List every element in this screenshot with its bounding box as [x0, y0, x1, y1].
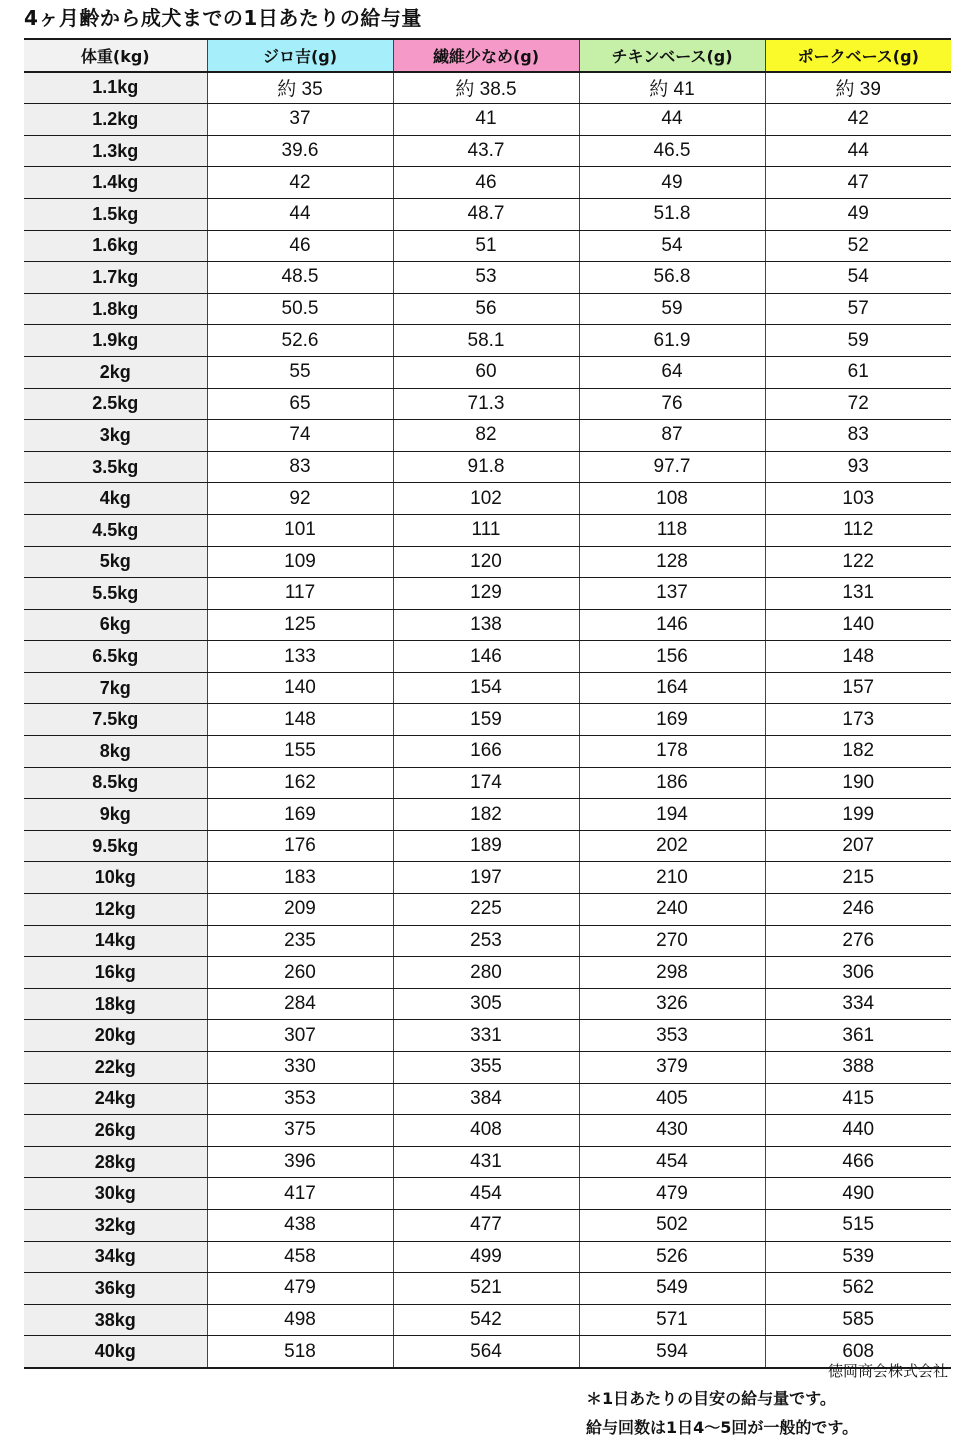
- amount-cell: 71.3: [393, 388, 579, 420]
- weight-cell: 1.3kg: [24, 135, 207, 167]
- amount-cell: 415: [765, 1083, 951, 1115]
- amount-cell: 353: [207, 1083, 393, 1115]
- weight-cell: 4kg: [24, 483, 207, 515]
- table-row: [24, 704, 951, 736]
- table-row: [24, 988, 951, 1020]
- amount-cell: 562: [765, 1273, 951, 1305]
- table-row: [24, 672, 951, 704]
- weight-cell: 1.9kg: [24, 325, 207, 357]
- amount-cell: 246: [765, 894, 951, 926]
- table-row: [24, 420, 951, 452]
- amount-cell: 120: [393, 546, 579, 578]
- amount-cell: 298: [579, 957, 765, 989]
- amount-cell: 101: [207, 514, 393, 546]
- amount-cell: 306: [765, 957, 951, 989]
- weight-cell: 6.5kg: [24, 641, 207, 673]
- amount-cell: 235: [207, 925, 393, 957]
- amount-cell: 111: [393, 514, 579, 546]
- amount-cell: 284: [207, 988, 393, 1020]
- amount-cell: 375: [207, 1115, 393, 1147]
- table-row: [24, 925, 951, 957]
- amount-cell: 539: [765, 1241, 951, 1273]
- weight-cell: 1.8kg: [24, 293, 207, 325]
- amount-cell: 207: [765, 830, 951, 862]
- amount-cell: 92: [207, 483, 393, 515]
- amount-cell: 199: [765, 799, 951, 831]
- header-chicken-base: チキンベース(g): [579, 39, 765, 72]
- amount-cell: 334: [765, 988, 951, 1020]
- amount-cell: 129: [393, 578, 579, 610]
- weight-cell: 20kg: [24, 1020, 207, 1052]
- amount-cell: 194: [579, 799, 765, 831]
- amount-cell: 53: [393, 262, 579, 294]
- amount-cell: 166: [393, 736, 579, 768]
- amount-cell: 43.7: [393, 135, 579, 167]
- amount-cell: 454: [579, 1146, 765, 1178]
- amount-cell: 154: [393, 672, 579, 704]
- footnote-line-1: ＊1日あたりの目安の給与量です。: [586, 1389, 836, 1408]
- table-row: [24, 325, 951, 357]
- weight-cell: 7.5kg: [24, 704, 207, 736]
- amount-cell: 438: [207, 1209, 393, 1241]
- table-row: [24, 1273, 951, 1305]
- amount-cell: 190: [765, 767, 951, 799]
- table-row: [24, 1209, 951, 1241]
- amount-cell: 122: [765, 546, 951, 578]
- amount-cell: 146: [393, 641, 579, 673]
- weight-cell: 36kg: [24, 1273, 207, 1305]
- table-row: [24, 1178, 951, 1210]
- amount-cell: 44: [207, 198, 393, 230]
- amount-cell: 82: [393, 420, 579, 452]
- amount-cell: 146: [579, 609, 765, 641]
- amount-cell: 46: [393, 167, 579, 199]
- amount-cell: 608: [765, 1336, 951, 1368]
- amount-cell: 37: [207, 104, 393, 136]
- amount-cell: 240: [579, 894, 765, 926]
- amount-cell: 156: [579, 641, 765, 673]
- amount-cell: 54: [765, 262, 951, 294]
- weight-cell: 2kg: [24, 356, 207, 388]
- amount-cell: 331: [393, 1020, 579, 1052]
- amount-cell: 117: [207, 578, 393, 610]
- amount-cell: 140: [207, 672, 393, 704]
- amount-cell: 215: [765, 862, 951, 894]
- amount-cell: 526: [579, 1241, 765, 1273]
- amount-cell: 76: [579, 388, 765, 420]
- weight-cell: 18kg: [24, 988, 207, 1020]
- amount-cell: 112: [765, 514, 951, 546]
- weight-cell: 26kg: [24, 1115, 207, 1147]
- table-row: [24, 830, 951, 862]
- amount-cell: 431: [393, 1146, 579, 1178]
- weight-cell: 8.5kg: [24, 767, 207, 799]
- amount-cell: 307: [207, 1020, 393, 1052]
- amount-cell: 42: [765, 104, 951, 136]
- amount-cell: 173: [765, 704, 951, 736]
- weight-cell: 7kg: [24, 672, 207, 704]
- table-row: [24, 104, 951, 136]
- amount-cell: 57: [765, 293, 951, 325]
- amount-cell: 186: [579, 767, 765, 799]
- amount-cell: 542: [393, 1304, 579, 1336]
- amount-cell: 276: [765, 925, 951, 957]
- table-row: [24, 609, 951, 641]
- amount-cell: 253: [393, 925, 579, 957]
- amount-cell: 49: [765, 198, 951, 230]
- amount-cell: 約 38.5: [393, 72, 579, 104]
- amount-cell: 93: [765, 451, 951, 483]
- table-row: [24, 72, 951, 104]
- amount-cell: 59: [765, 325, 951, 357]
- table-row: [24, 1304, 951, 1336]
- table-row: [24, 1052, 951, 1084]
- weight-cell: 14kg: [24, 925, 207, 957]
- amount-cell: 498: [207, 1304, 393, 1336]
- amount-cell: 157: [765, 672, 951, 704]
- amount-cell: 384: [393, 1083, 579, 1115]
- weight-cell: 1.2kg: [24, 104, 207, 136]
- feeding-table: [24, 38, 951, 1369]
- amount-cell: 585: [765, 1304, 951, 1336]
- amount-cell: 91.8: [393, 451, 579, 483]
- amount-cell: 162: [207, 767, 393, 799]
- amount-cell: 518: [207, 1336, 393, 1368]
- amount-cell: 458: [207, 1241, 393, 1273]
- weight-cell: 30kg: [24, 1178, 207, 1210]
- table-row: [24, 483, 951, 515]
- weight-cell: 4.5kg: [24, 514, 207, 546]
- amount-cell: 361: [765, 1020, 951, 1052]
- amount-cell: 50.5: [207, 293, 393, 325]
- amount-cell: 131: [765, 578, 951, 610]
- amount-cell: 202: [579, 830, 765, 862]
- weight-cell: 28kg: [24, 1146, 207, 1178]
- amount-cell: 571: [579, 1304, 765, 1336]
- amount-cell: 479: [207, 1273, 393, 1305]
- amount-cell: 305: [393, 988, 579, 1020]
- amount-cell: 197: [393, 862, 579, 894]
- amount-cell: 60: [393, 356, 579, 388]
- amount-cell: 55: [207, 356, 393, 388]
- amount-cell: 330: [207, 1052, 393, 1084]
- amount-cell: 159: [393, 704, 579, 736]
- weight-cell: 12kg: [24, 894, 207, 926]
- table-row: [24, 641, 951, 673]
- amount-cell: 440: [765, 1115, 951, 1147]
- table-row: [24, 894, 951, 926]
- table-row: [24, 167, 951, 199]
- amount-cell: 97.7: [579, 451, 765, 483]
- amount-cell: 209: [207, 894, 393, 926]
- table-row: [24, 546, 951, 578]
- amount-cell: 46.5: [579, 135, 765, 167]
- weight-cell: 9kg: [24, 799, 207, 831]
- amount-cell: 約 35: [207, 72, 393, 104]
- table-row: [24, 262, 951, 294]
- table-row: [24, 1336, 951, 1368]
- weight-cell: 34kg: [24, 1241, 207, 1273]
- amount-cell: 48.5: [207, 262, 393, 294]
- weight-cell: 1.6kg: [24, 230, 207, 262]
- amount-cell: 396: [207, 1146, 393, 1178]
- amount-cell: 125: [207, 609, 393, 641]
- amount-cell: 174: [393, 767, 579, 799]
- amount-cell: 52: [765, 230, 951, 262]
- amount-cell: 502: [579, 1209, 765, 1241]
- amount-cell: 210: [579, 862, 765, 894]
- page-title: 4ヶ月齢から成犬までの1日あたりの給与量: [24, 6, 422, 30]
- amount-cell: 61: [765, 356, 951, 388]
- amount-cell: 83: [765, 420, 951, 452]
- table-row: [24, 1241, 951, 1273]
- amount-cell: 52.6: [207, 325, 393, 357]
- amount-cell: 103: [765, 483, 951, 515]
- amount-cell: 108: [579, 483, 765, 515]
- weight-cell: 8kg: [24, 736, 207, 768]
- amount-cell: 138: [393, 609, 579, 641]
- amount-cell: 137: [579, 578, 765, 610]
- amount-cell: 176: [207, 830, 393, 862]
- amount-cell: 594: [579, 1336, 765, 1368]
- table-row: [24, 388, 951, 420]
- amount-cell: 515: [765, 1209, 951, 1241]
- amount-cell: 225: [393, 894, 579, 926]
- weight-cell: 6kg: [24, 609, 207, 641]
- amount-cell: 164: [579, 672, 765, 704]
- amount-cell: 405: [579, 1083, 765, 1115]
- table-row: [24, 230, 951, 262]
- amount-cell: 128: [579, 546, 765, 578]
- amount-cell: 379: [579, 1052, 765, 1084]
- amount-cell: 56.8: [579, 262, 765, 294]
- amount-cell: 355: [393, 1052, 579, 1084]
- weight-cell: 24kg: [24, 1083, 207, 1115]
- weight-cell: 38kg: [24, 1304, 207, 1336]
- table-row: [24, 1115, 951, 1147]
- amount-cell: 64: [579, 356, 765, 388]
- amount-cell: 270: [579, 925, 765, 957]
- table-row: [24, 1083, 951, 1115]
- amount-cell: 44: [579, 104, 765, 136]
- amount-cell: 169: [207, 799, 393, 831]
- amount-cell: 183: [207, 862, 393, 894]
- amount-cell: 408: [393, 1115, 579, 1147]
- weight-cell: 32kg: [24, 1209, 207, 1241]
- table-header-row: [24, 39, 951, 72]
- amount-cell: 140: [765, 609, 951, 641]
- amount-cell: 521: [393, 1273, 579, 1305]
- amount-cell: 178: [579, 736, 765, 768]
- amount-cell: 479: [579, 1178, 765, 1210]
- header-pork-base: ポークベース(g): [765, 39, 951, 72]
- amount-cell: 189: [393, 830, 579, 862]
- weight-cell: 22kg: [24, 1052, 207, 1084]
- amount-cell: 169: [579, 704, 765, 736]
- amount-cell: 430: [579, 1115, 765, 1147]
- amount-cell: 280: [393, 957, 579, 989]
- table-body: [24, 72, 951, 1368]
- weight-cell: 2.5kg: [24, 388, 207, 420]
- weight-cell: 16kg: [24, 957, 207, 989]
- header-jirokichi: ジロ吉(g): [207, 39, 393, 72]
- table-row: [24, 451, 951, 483]
- amount-cell: 59: [579, 293, 765, 325]
- table-row: [24, 1020, 951, 1052]
- amount-cell: 87: [579, 420, 765, 452]
- amount-cell: 118: [579, 514, 765, 546]
- amount-cell: 54: [579, 230, 765, 262]
- table-row: [24, 736, 951, 768]
- weight-cell: 1.5kg: [24, 198, 207, 230]
- amount-cell: 51: [393, 230, 579, 262]
- amount-cell: 51.8: [579, 198, 765, 230]
- table-row: [24, 198, 951, 230]
- header-weight: 体重(kg): [24, 39, 207, 72]
- amount-cell: 42: [207, 167, 393, 199]
- amount-cell: 490: [765, 1178, 951, 1210]
- amount-cell: 74: [207, 420, 393, 452]
- table-row: [24, 767, 951, 799]
- amount-cell: 148: [207, 704, 393, 736]
- weight-cell: 40kg: [24, 1336, 207, 1368]
- amount-cell: 148: [765, 641, 951, 673]
- weight-cell: 5.5kg: [24, 578, 207, 610]
- amount-cell: 499: [393, 1241, 579, 1273]
- amount-cell: 454: [393, 1178, 579, 1210]
- weight-cell: 10kg: [24, 862, 207, 894]
- weight-cell: 3.5kg: [24, 451, 207, 483]
- company-name: 徳岡商会株式会社: [827, 1362, 948, 1380]
- amount-cell: 49: [579, 167, 765, 199]
- footnote-line-2: 給与回数は1日4～5回が一般的です。: [586, 1418, 859, 1437]
- amount-cell: 72: [765, 388, 951, 420]
- amount-cell: 133: [207, 641, 393, 673]
- table-row: [24, 799, 951, 831]
- amount-cell: 47: [765, 167, 951, 199]
- table-row: [24, 957, 951, 989]
- amount-cell: 417: [207, 1178, 393, 1210]
- table-row: [24, 514, 951, 546]
- amount-cell: 46: [207, 230, 393, 262]
- amount-cell: 182: [393, 799, 579, 831]
- amount-cell: 155: [207, 736, 393, 768]
- weight-cell: 3kg: [24, 420, 207, 452]
- table-row: [24, 578, 951, 610]
- table-row: [24, 862, 951, 894]
- amount-cell: 477: [393, 1209, 579, 1241]
- amount-cell: 65: [207, 388, 393, 420]
- weight-cell: 9.5kg: [24, 830, 207, 862]
- amount-cell: 549: [579, 1273, 765, 1305]
- weight-cell: 1.7kg: [24, 262, 207, 294]
- amount-cell: 564: [393, 1336, 579, 1368]
- amount-cell: 約 41: [579, 72, 765, 104]
- amount-cell: 58.1: [393, 325, 579, 357]
- weight-cell: 1.4kg: [24, 167, 207, 199]
- amount-cell: 260: [207, 957, 393, 989]
- amount-cell: 56: [393, 293, 579, 325]
- amount-cell: 109: [207, 546, 393, 578]
- amount-cell: 388: [765, 1052, 951, 1084]
- amount-cell: 48.7: [393, 198, 579, 230]
- table-row: [24, 1146, 951, 1178]
- amount-cell: 39.6: [207, 135, 393, 167]
- amount-cell: 466: [765, 1146, 951, 1178]
- weight-cell: 5kg: [24, 546, 207, 578]
- table-row: [24, 356, 951, 388]
- table-row: [24, 293, 951, 325]
- amount-cell: 83: [207, 451, 393, 483]
- amount-cell: 約 39: [765, 72, 951, 104]
- amount-cell: 353: [579, 1020, 765, 1052]
- amount-cell: 182: [765, 736, 951, 768]
- table-row: [24, 135, 951, 167]
- amount-cell: 41: [393, 104, 579, 136]
- weight-cell: 1.1kg: [24, 72, 207, 104]
- header-low-fiber: 繊維少なめ(g): [393, 39, 579, 72]
- amount-cell: 326: [579, 988, 765, 1020]
- amount-cell: 44: [765, 135, 951, 167]
- amount-cell: 61.9: [579, 325, 765, 357]
- amount-cell: 102: [393, 483, 579, 515]
